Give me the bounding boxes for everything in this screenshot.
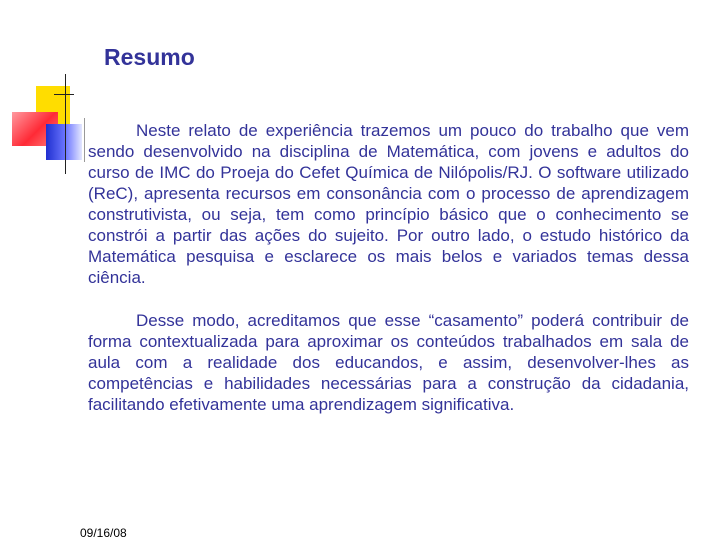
decorative-horizontal-line (54, 94, 74, 95)
slide-date: 09/16/08 (80, 526, 127, 540)
paragraph-2: Desse modo, acreditamos que esse “casamento” poderá contribuir de forma contextualizada para aproximar os conteúdos trabalhados em sala de aula com a realidade dos educandos, e assim, desenvolver-lhes as competências e habilidades necessárias para a construção da cidadania, facilitando efetivamente uma aprendizagem significativa. (88, 311, 689, 414)
decorative-blue-square (46, 124, 82, 160)
slide-body (88, 120, 689, 415)
decorative-vertical-line-2 (84, 118, 85, 162)
paragraph-1: Neste relato de experiência trazemos um pouco do trabalho que vem sendo desenvolvido na disciplina de Matemática, com jovens e adultos do curso de IMC do Proeja do Cefet Química de Nilópolis/RJ. O software utilizado (ReC), apresenta recursos em consonância com o processo de aprendizagem construtivista, ou seja, tem como princípio básico que o conhecimento se constrói a partir das ações do sujeito. Por outro lado, o estudo histórico da Matemática pesquisa e esclarece os mais belos e variados temas dessa ciência. (88, 121, 689, 287)
slide-title: Resumo (104, 44, 195, 70)
decorative-vertical-line (65, 74, 66, 174)
